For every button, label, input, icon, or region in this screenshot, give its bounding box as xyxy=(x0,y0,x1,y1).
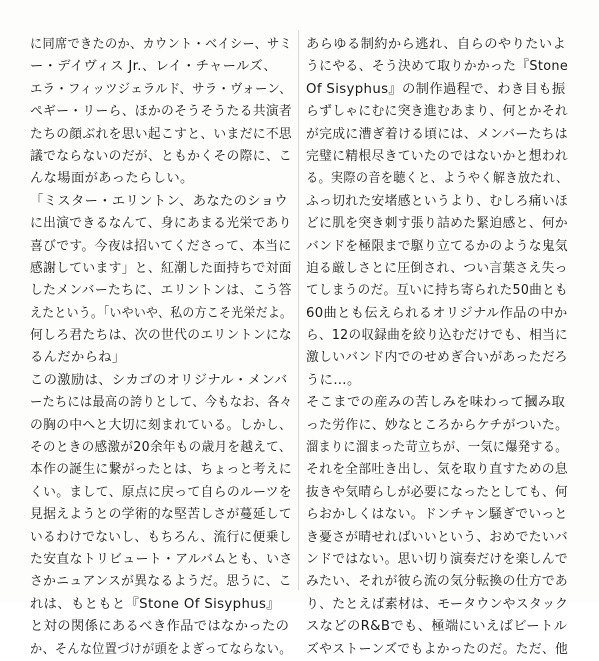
text-line: か、そんな位置づけが頭をよぎってならない。 xyxy=(30,641,292,657)
text-line: んな場面があったらしい。 xyxy=(30,171,194,187)
text-line: き憂さが晴せればいいという、おめでたいバ xyxy=(306,529,569,545)
column-divider xyxy=(298,30,299,590)
text-line: 議でならないのだが、ともかくその際に、こ xyxy=(30,148,293,164)
text-line: それを全部吐き出し、気を取り直すための息 xyxy=(306,462,569,478)
text-line: うに…。 xyxy=(306,372,361,388)
text-line: そのときの感激が20余年もの歳月を越えて、 xyxy=(30,440,292,456)
text-line: ー・デイヴィス Jr.、レイ・チャールズ、 xyxy=(30,59,277,75)
text-line: みたい、それが彼ら流の気分転換の仕方であ xyxy=(306,574,569,590)
text-line: 「ミスター・エリントン、あなたのショウ xyxy=(30,193,288,209)
text-line: ズやストーンズでもよかったのだ。ただ、他 xyxy=(306,641,569,657)
left-text-column xyxy=(30,34,292,661)
text-line: 見据えようとの学術的な堅苦しさが蔓延して xyxy=(30,507,293,523)
text-line: 60曲とも伝えられるオリジナル作品の中か xyxy=(306,305,568,321)
text-line: ら、12の収録曲を絞り込むだけでも、相当に xyxy=(306,328,568,344)
text-line: と対の関係にあるべき作品ではなかったの xyxy=(30,619,290,635)
text-line: る。実際の音を聴くと、ようやく解き放たれ、 xyxy=(306,171,569,187)
text-line: てしまうのだ。互いに持ち寄られた50曲とも xyxy=(306,283,568,299)
text-line: 喜びです。今夜は招いてくださって、本当に xyxy=(30,238,292,254)
text-line: った労作に、妙なところからケチがついた。 xyxy=(306,417,569,433)
text-line: ペギー・リーら、ほかのそうそうたる共演者 xyxy=(30,104,293,120)
text-line: 迫る厳しさとに圧倒され、つい言葉さえ失っ xyxy=(306,260,568,276)
text-line: たちの顔ぶれを思い起こすと、いまだに不思 xyxy=(30,126,293,142)
text-line: 本作の誕生に繋がったとは、ちょっと考えに xyxy=(30,462,293,478)
text-line: Of Sisyphus』の制作過程で、わき目も振 xyxy=(306,81,566,97)
text-line: エラ・フィッツジェラルド、サラ・ヴォーン、 xyxy=(30,81,292,97)
text-line: に同席できたのか、カウント・ベイシー、サミ xyxy=(30,37,293,52)
text-line: るんだからね」 xyxy=(30,350,126,366)
text-line: れは、もともと『Stone Of Sisyphus』 xyxy=(30,596,280,612)
text-line: 何しろ君たちは、次の世代のエリントンにな xyxy=(30,328,293,344)
text-line: 溜まりに溜まった苛立ちが、一気に爆発する。 xyxy=(306,440,568,456)
text-line: の胸の中へと大切に刻まれている。しかし、 xyxy=(30,417,293,433)
text-line: り、たとえば素材は、モータウンやスタック xyxy=(306,596,569,612)
text-line: 抜きや気晴らしが必要になったとしても、何 xyxy=(306,484,569,500)
text-line: さかニュアンスが異なるようだ。思うに、こ xyxy=(30,574,292,590)
right-text-column xyxy=(306,34,568,661)
text-line: どに肌を突き刺す張り詰めた緊迫感と、何か xyxy=(306,216,569,232)
text-line: くい。まして、原点に戻って自らのルーツを xyxy=(30,484,293,500)
text-line: らずしゃにむに突き進むあまり、何とかそれ xyxy=(306,104,569,120)
text-line: そこまでの産みの苦しみを味わって摑み取 xyxy=(306,395,566,411)
text-line: えたという。「いやいや、私の方こそ光栄だよ。 xyxy=(30,305,293,321)
text-line: スなどのR&Bでも、極端にいえばビートル xyxy=(306,619,568,635)
text-line: 激しいバンド内でのせめぎ合いがあっただろ xyxy=(306,350,568,366)
text-line: に出演できるなんて、身にあまる光栄であり xyxy=(30,216,292,232)
text-line: た安直なトリビュート・アルバムとも、いさ xyxy=(30,551,293,567)
text-line: したメンバーたちに、エリントンは、こう答 xyxy=(30,283,292,299)
text-line: 完璧に精根尽きていたのではないかと想われ xyxy=(306,148,569,164)
text-line: あらゆる制約から逃れ、自らのやりたいよ xyxy=(306,37,567,52)
text-line: ふっ切れた安堵感というより、むしろ痛いほ xyxy=(306,193,569,209)
text-line: バンドを極限まで駆り立てるかのような鬼気 xyxy=(306,238,569,254)
text-line: ンドではない。思い切り演奏だけを楽しんで xyxy=(306,551,569,567)
text-line: うにやる、そう決めて取りかかった『Stone xyxy=(306,59,569,75)
text-line: この激励は、シカゴのオリジナル・メンバ xyxy=(30,372,288,388)
text-line: らおかしくはない。ドンチャン騒ぎでいっと xyxy=(306,507,568,523)
text-line: ーたちには最高の誇りとして、今もなお、各々 xyxy=(30,395,293,411)
text-line: が完成に漕ぎ着ける頃には、メンバーたちは xyxy=(306,126,568,142)
text-line: いるわけでないし、もちろん、流行に便乗し xyxy=(30,529,292,545)
text-line: 感謝しています」と、紅潮した面持ちで対面 xyxy=(30,260,292,276)
